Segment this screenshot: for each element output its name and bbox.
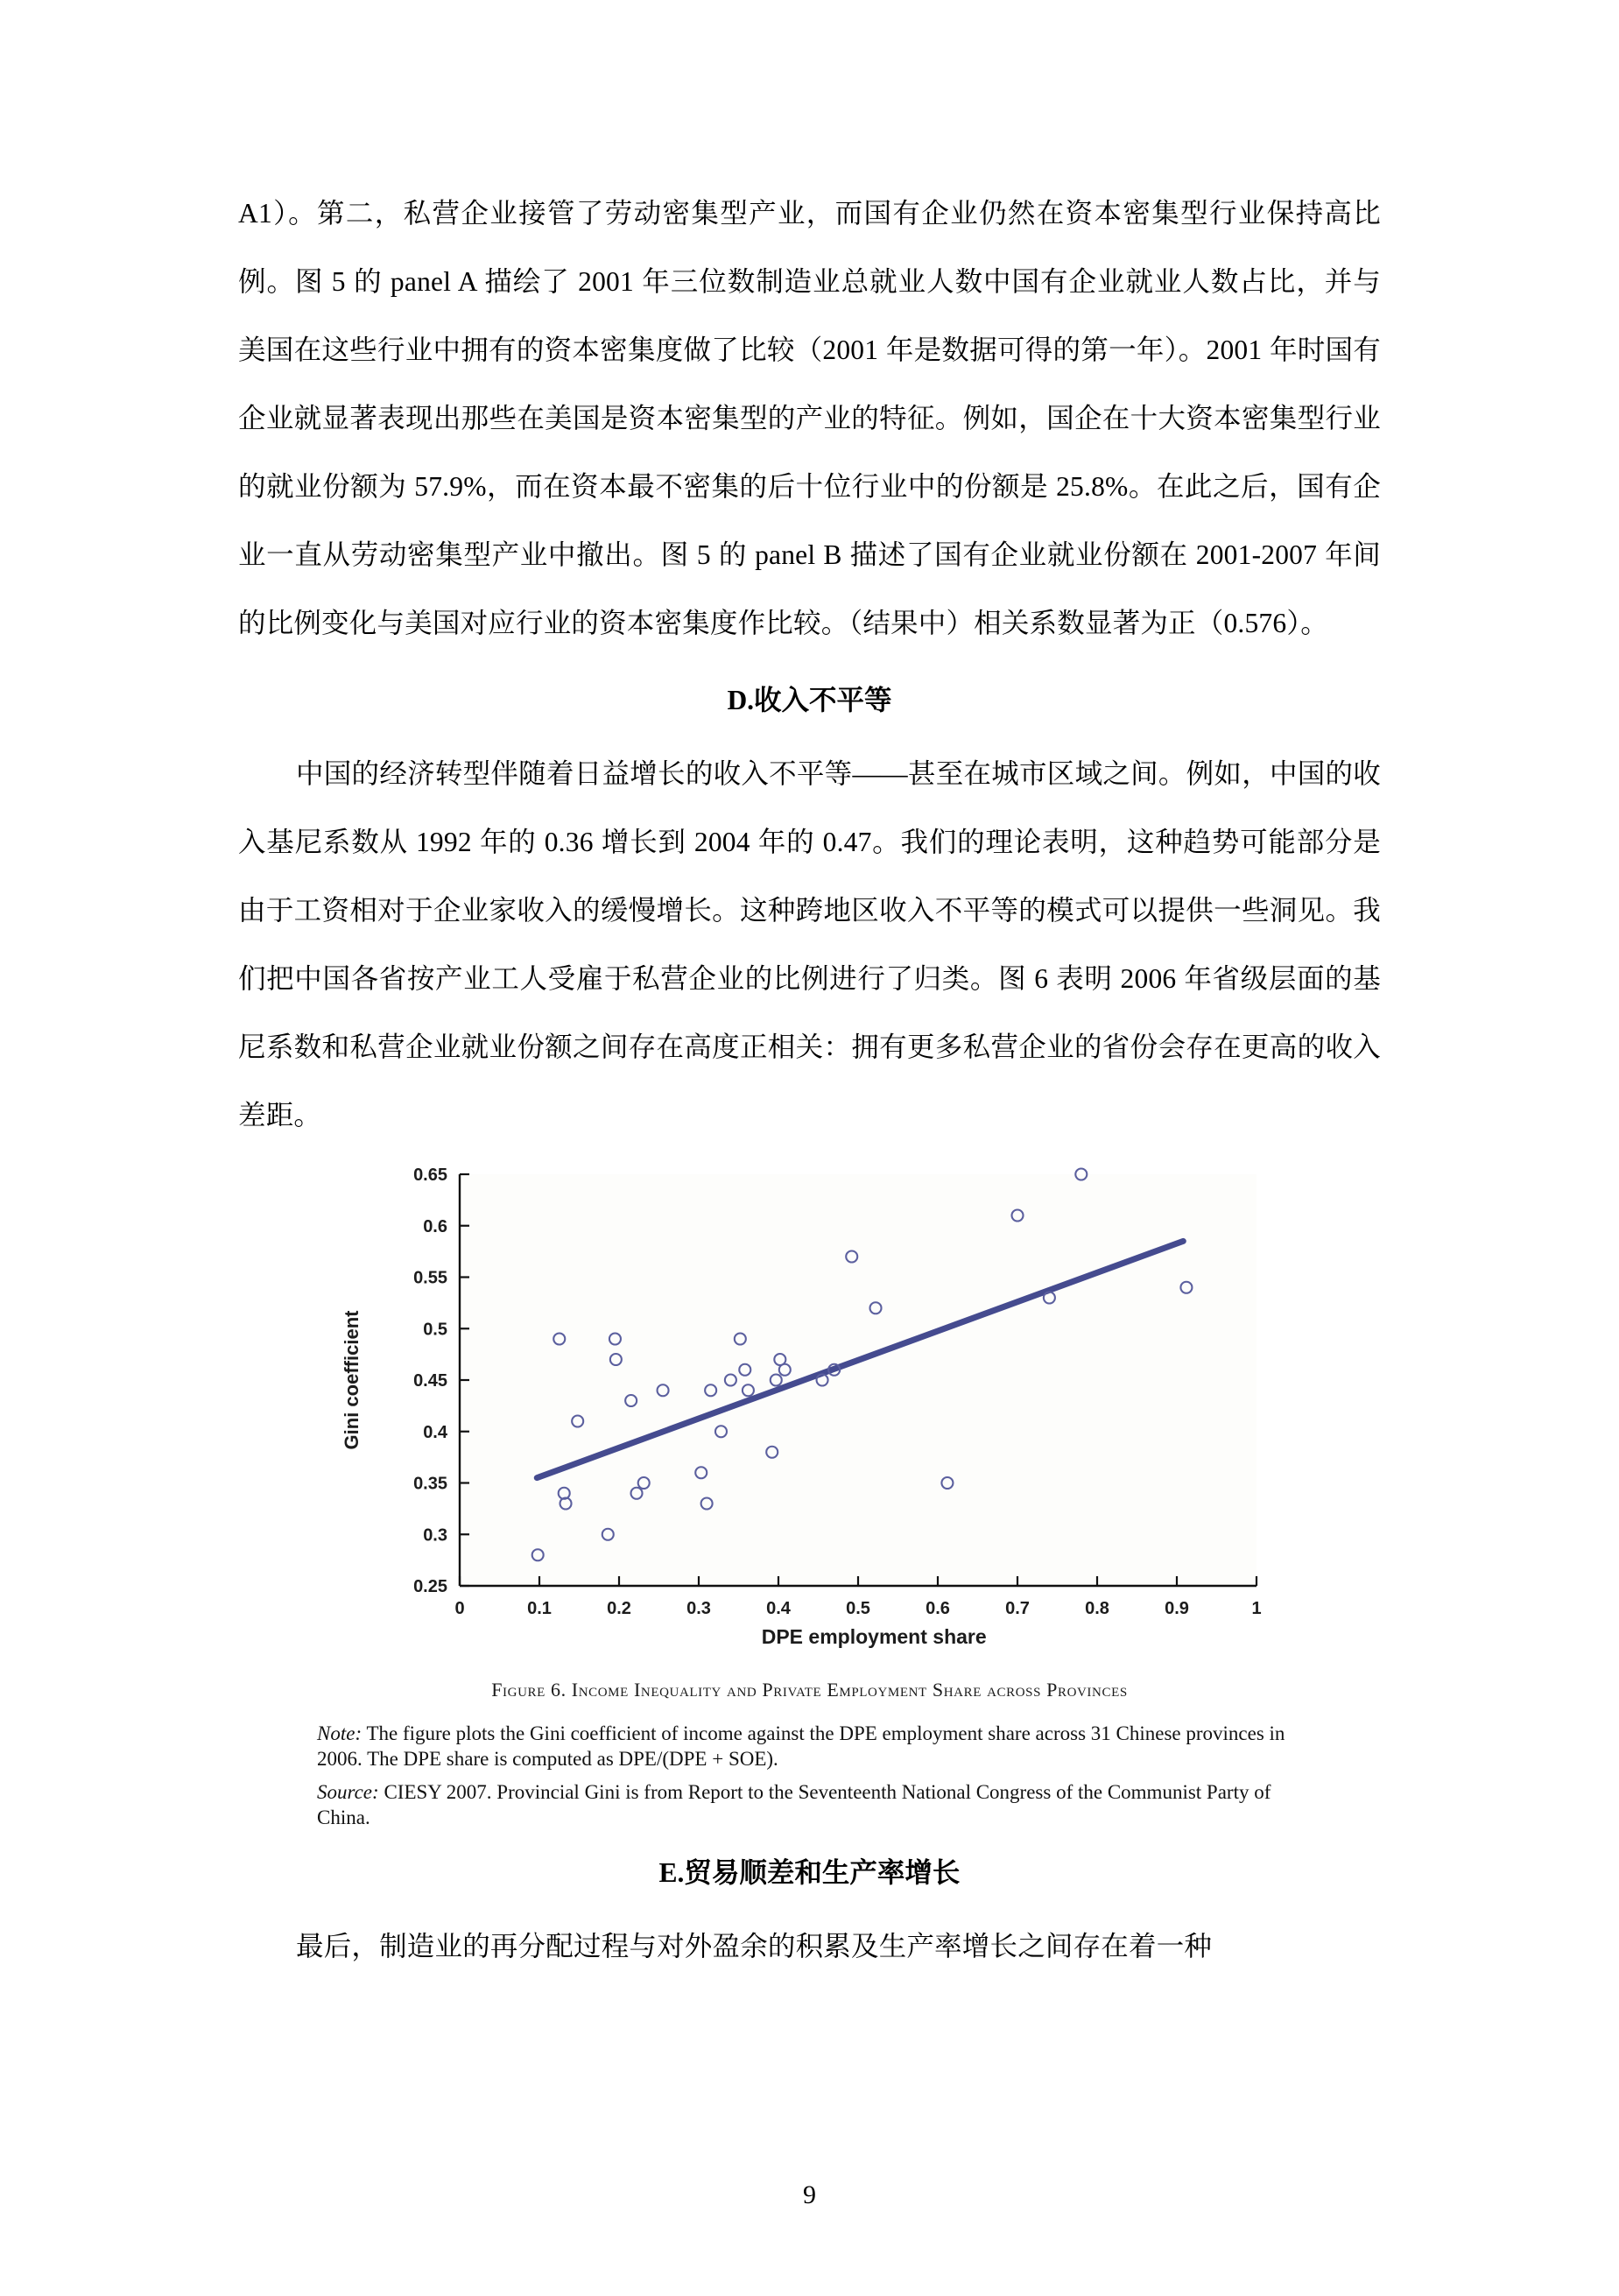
section-heading-d: D.收入不平等 [727, 685, 892, 715]
svg-text:0.35: 0.35 [412, 1474, 447, 1494]
svg-text:0.4: 0.4 [422, 1422, 447, 1442]
paragraph-income-inequality: 中国的经济转型伴随着日益增长的收入不平等——甚至在城市区域之间。例如，中国的收入基尼系数从 1992 年的 0.36 增长到 2004 年的 0.47。我们的理论表明，这种趋势可能部分是由于工资相对于企业家收入的缓慢增长。这种跨地区收入不平等的模式可以提供一些洞见。我们把中国各省按产业工人受雇于私营企业的比例进行了归类。图 6 表明 2006 年省级层面的基尼系数和私营企业就业份额之间存在高度正相关：拥有更多私营企业的省份会存在更高的收入差距。 [238, 758, 1381, 1130]
svg-text:0.7: 0.7 [1004, 1599, 1030, 1618]
note-label: Note: [317, 1722, 363, 1744]
svg-text:0.45: 0.45 [412, 1371, 447, 1391]
figure-6-block [238, 1159, 1381, 1830]
svg-text:0.5: 0.5 [422, 1320, 447, 1340]
paragraph-trade-surplus: 最后，制造业的再分配过程与对外盈余的积累及生产率增长之间存在着一种 [296, 1931, 1213, 1961]
svg-text:0.65: 0.65 [412, 1166, 447, 1185]
figure-note [317, 1721, 1289, 1771]
note-text: The figure plots the Gini coefficient of income against the DPE employment share across 31 Chinese provinces in 2006. The DPE share is computed as DPE/(DPE + SOE). [317, 1722, 1285, 1770]
svg-text:1: 1 [1250, 1599, 1262, 1618]
scatter-chart [328, 1159, 1292, 1666]
svg-text:0.4: 0.4 [765, 1599, 791, 1618]
svg-text:0.3: 0.3 [686, 1599, 711, 1618]
svg-text:0: 0 [454, 1599, 465, 1618]
source-text: CIESY 2007. Provincial Gini is from Report to the Seventeenth National Congress of the Communist Party of China. [317, 1781, 1271, 1828]
svg-text:0.25: 0.25 [412, 1577, 447, 1596]
svg-text:0.2: 0.2 [606, 1599, 631, 1618]
svg-text:0.55: 0.55 [412, 1268, 447, 1288]
chart-svg [328, 1159, 1292, 1666]
svg-text:0.3: 0.3 [422, 1525, 447, 1546]
svg-text:DPE employment share: DPE employment share [761, 1625, 987, 1648]
section-heading-e: E.贸易顺差和生产率增长 [658, 1857, 961, 1888]
svg-text:0.6: 0.6 [422, 1216, 447, 1236]
svg-text:0.9: 0.9 [1164, 1599, 1189, 1618]
source-label: Source: [317, 1781, 379, 1803]
svg-text:0.5: 0.5 [845, 1599, 870, 1618]
figure-caption: Figure 6. Income Inequality and Private Employment Share across Provinces [491, 1679, 1128, 1701]
svg-text:0.8: 0.8 [1084, 1599, 1109, 1618]
svg-text:0.6: 0.6 [925, 1599, 950, 1618]
svg-text:Gini coefficient: Gini coefficient [340, 1310, 363, 1450]
figure-source [317, 1779, 1289, 1830]
figure-notes [317, 1721, 1289, 1830]
page-number: 9 [803, 2180, 816, 2209]
paragraph-capital-intensity: A1）。第二，私营企业接管了劳动密集型产业，而国有企业仍然在资本密集型行业保持高比例。图 5 的 panel A 描绘了 2001 年三位数制造业总就业人数中国有企业就业人数占比，并与美国在这些行业中拥有的资本密集度做了比较（2001 年是数据可得的第一年）。2001 年时国有企业就显著表现出那些在美国是资本密集型的产业的特征。例如，国企在十大资本密集型行业的就业份额为 57.9%，而在资本最不密集的后十位行业中的份额是 25.8%。在此之后，国有企业一直从劳动密集型产业中撤出。图 5 的 panel B 描述了国有企业就业份额在 2001-2007 年间的比例变化与美国对应行业的资本密集度作比较。（结果中）相关系数显著为正（0.576）。 [238, 198, 1381, 638]
svg-text:0.1: 0.1 [526, 1599, 552, 1618]
page-content [238, 180, 1381, 1981]
